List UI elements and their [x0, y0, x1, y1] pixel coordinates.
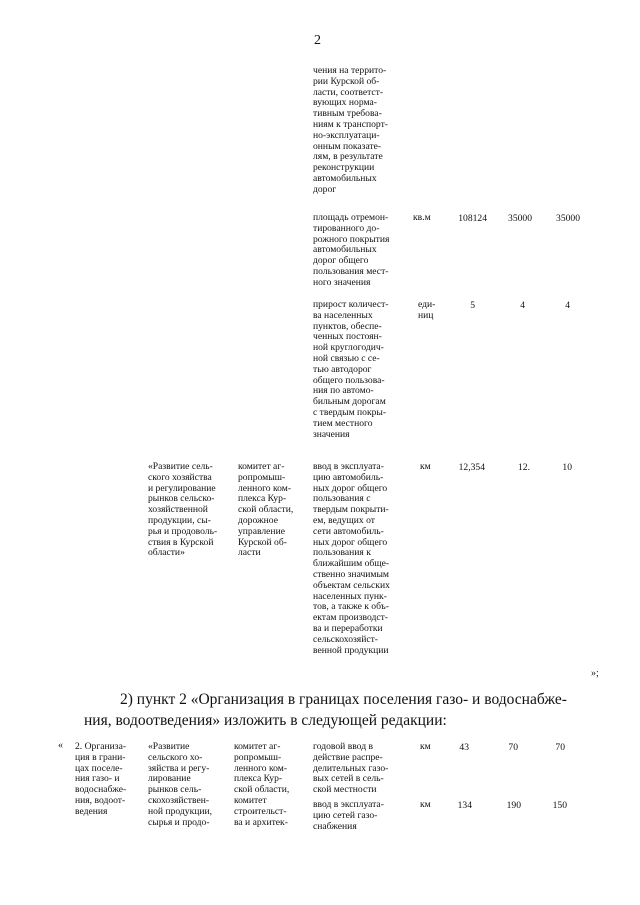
value-cell: 43 [459, 742, 469, 753]
unit-cell: км [420, 799, 431, 810]
value-cell: 134 [457, 800, 472, 811]
executor-cell: комитет аг- ропромыш- ленного ком- плекса Кур- ской области, комитет строительст- ва и архитек- [234, 741, 290, 828]
unit-cell: км [420, 461, 431, 472]
value-cell: 10 [562, 462, 572, 473]
program-cell: «Развитие сельского хо- зяйства и регу- лирование рынков сель- скохозяйствен- ной продукции, сырья и продо- [148, 741, 213, 828]
heading-line: 2) пункт 2 «Организация в границах поселения газо- и водоснабже- [120, 691, 567, 708]
value-cell: 12,354 [458, 462, 485, 473]
value-cell: 4 [565, 300, 570, 311]
unit-cell: кв.м [413, 212, 431, 223]
page-number: 2 [314, 33, 321, 48]
indicator-text: площадь отремон- тированного до- рожного покрытия автомобильных дорог общего пользования мест- ного значения [313, 212, 390, 288]
unit-cell: еди- ниц [418, 299, 436, 321]
indicator-text: ввод в эксплуата- цию автомобиль- ных дорог общего пользования с твердым покрыти- ем, ведущих от сети автомобиль- ных дорог общего пользования к ближайшим обще- ственно значимым объектам сельских населенных пунк- тов, а также к объ- ектам производст- ва и переработки сельскохозяйст- венной продукции [313, 461, 390, 656]
value-cell: 70 [508, 742, 518, 753]
executor-cell: комитет аг- ропромыш- ленного ком- плекса Кур- ской области, дорожное управление Курской об- ласти [238, 461, 294, 559]
value-cell: 4 [520, 300, 525, 311]
unit-cell: км [420, 741, 431, 752]
value-cell: 35000 [556, 213, 580, 224]
indicator-text: чения на террито- рии Курской об- ласти, соответст- вующих норма- тивным требова- ниям к транспорт- но-эксплуатаци- онным показате- лям, в результате реконструкции автомобильных дорог [313, 65, 388, 195]
value-cell: 190 [506, 800, 521, 811]
value-cell: 108124 [458, 213, 487, 224]
value-cell: 70 [555, 742, 565, 753]
opening-quote: « [58, 740, 63, 751]
indicator-text: годовой ввод в действие распре- делительных газо- вых сетей в сель- ской местности [313, 741, 389, 796]
indicator-text: прирост количест- ва населенных пунктов, обеспе- ченных постоян- ной круглогодич- ной связью с се- тью автодорог общего пользова- ния по автомо- бильным дорогам с твердым покры- тием местного значения [313, 299, 389, 440]
value-cell: 5 [470, 300, 475, 311]
value-cell: 150 [552, 800, 567, 811]
heading-line: ния, водоотведения» изложить в следующей редакции: [84, 712, 447, 729]
value-cell: 35000 [508, 213, 532, 224]
indicator-text: ввод в эксплуата- цию сетей газо- снабжения [313, 799, 384, 832]
closing-quote: »; [591, 668, 599, 679]
item-cell: 2. Организа- ция в грани- цах поселе- ния газо- и водоснабже- ния, водоот- ведения [75, 741, 127, 817]
program-cell: «Развитие сель- ского хозяйства и регулирование рынков сельско- хозяйственной продукции, сы- рья и продоволь- ствия в Курской области» [148, 461, 218, 559]
value-cell: 12. [518, 462, 530, 473]
